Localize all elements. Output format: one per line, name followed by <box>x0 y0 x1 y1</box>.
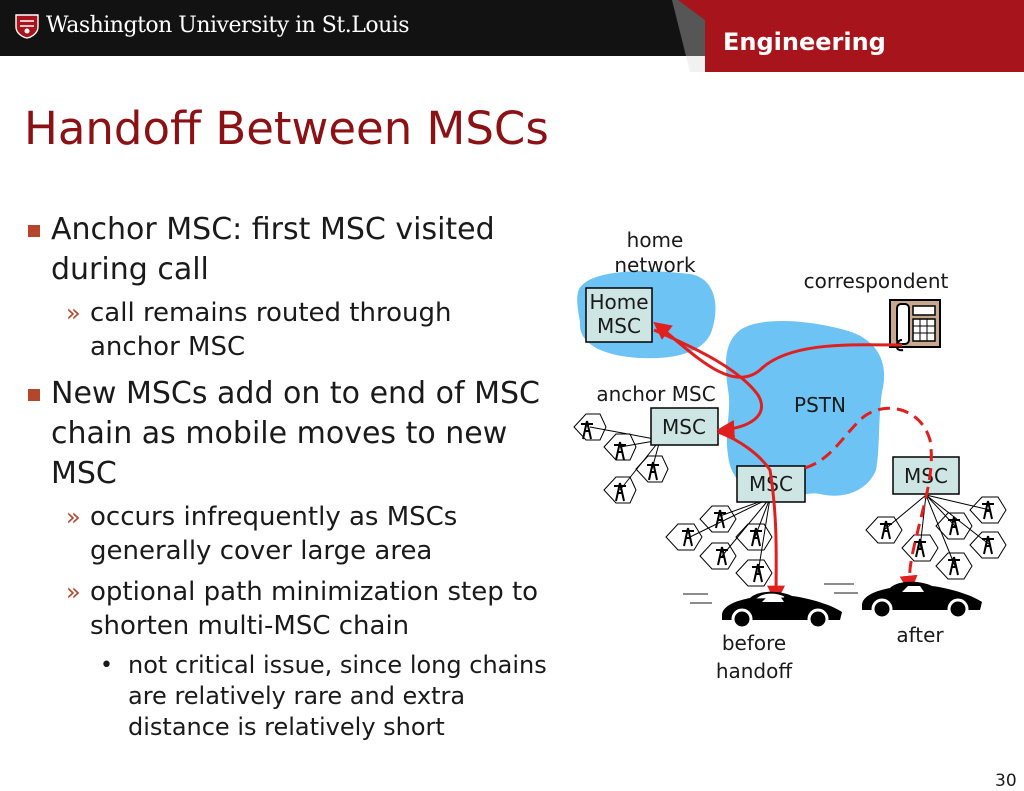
svg-text:MSC: MSC <box>662 415 706 439</box>
right-cell-cluster <box>866 495 1006 579</box>
dot-bullet-icon: • <box>100 653 113 678</box>
header-bar <box>0 0 1024 72</box>
sub-sub-bullet-not-critical: • not critical issue, since long chains are relatively rare and extra distance is relatively short <box>100 651 547 741</box>
page-title: Handoff Between MSCs <box>24 102 549 155</box>
car-before-icon <box>683 592 842 628</box>
svg-text:MSC: MSC <box>904 464 948 488</box>
anchor-msc-box <box>651 408 718 445</box>
chevron-bullet-icon: » <box>66 299 81 327</box>
handoff-label: handoff <box>715 659 793 683</box>
before-label: before <box>721 631 787 655</box>
sub-bullet-path-minimization: » optional path minimization step to shorten multi-MSC chain <box>66 577 539 641</box>
pstn-label: PSTN <box>794 393 846 417</box>
page-number: 30 <box>995 771 1017 791</box>
network-label: network <box>614 253 696 277</box>
telephone-icon <box>890 300 940 350</box>
chevron-bullet-icon: » <box>66 503 81 531</box>
anchor-msc-label: anchor MSC <box>596 382 716 406</box>
engineering-label[interactable]: Engineering <box>723 28 886 56</box>
bullet-anchor-msc: Anchor MSC: first MSC visited during call <box>28 210 548 290</box>
bullet-new-mscs: New MSCs add on to end of MSC chain as mobile moves to new MSC <box>28 374 548 494</box>
after-label: after <box>896 623 944 647</box>
sub-bullet-call-routed: » call remains routed through anchor MSC <box>66 298 452 362</box>
university-shield-icon <box>14 13 40 39</box>
car-after-icon <box>824 582 982 618</box>
right-msc-box <box>893 457 959 494</box>
sub-bullet-infrequent: » occurs infrequently as MSCs generally cover large area <box>66 502 458 566</box>
square-bullet-icon <box>28 225 40 237</box>
square-bullet-icon <box>28 389 40 401</box>
svg-text:Home: Home <box>589 290 649 314</box>
correspondent-label: correspondent <box>803 269 949 293</box>
home-msc-box <box>586 288 652 342</box>
university-wordmark[interactable]: Washington University in St.Louis <box>46 13 410 38</box>
home-label: home <box>626 228 684 252</box>
svg-text:MSC: MSC <box>597 314 641 338</box>
svg-text:MSC: MSC <box>749 472 793 496</box>
chevron-bullet-icon: » <box>66 578 81 606</box>
handoff-diagram <box>560 220 1024 690</box>
